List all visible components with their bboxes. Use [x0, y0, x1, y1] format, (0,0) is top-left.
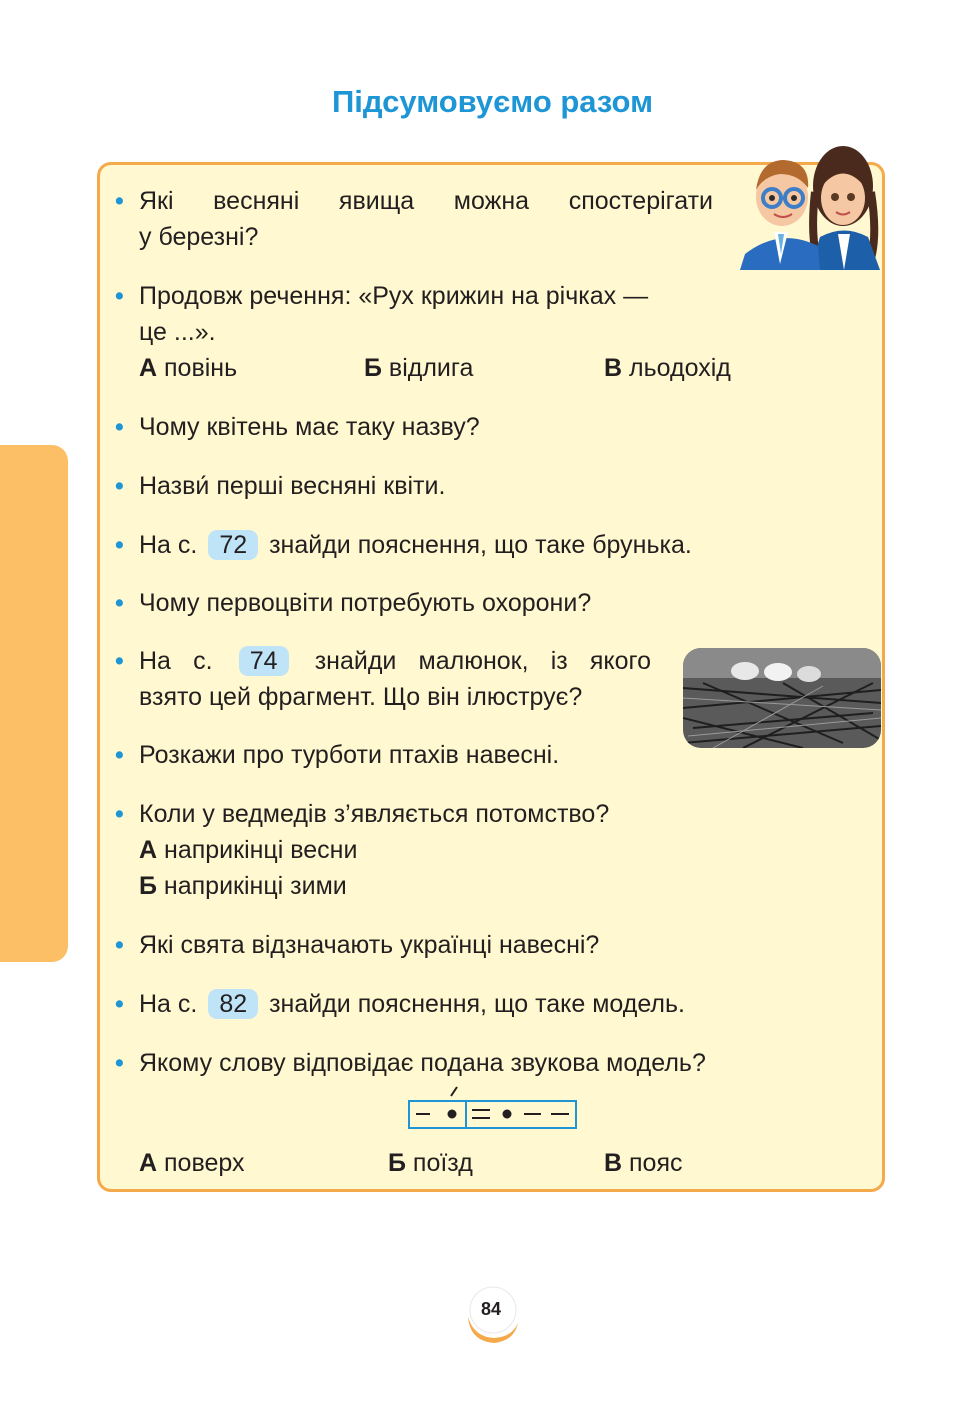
question-line: у березні? [139, 223, 259, 251]
answer-option[interactable] [364, 350, 473, 386]
question-line: Продовж речення: «Рух крижин на річках — [139, 282, 649, 310]
option-text: поїзд [412, 1149, 473, 1177]
question-line: Якому слову відповідає подана звукова модель? [139, 1049, 706, 1077]
question-line: Чому квітень має таку назву? [139, 413, 480, 441]
question-line: Коли у ведмедів з’являється потомство? [139, 800, 610, 828]
answer-option[interactable] [139, 350, 237, 386]
bullet-icon: • [115, 990, 124, 1018]
bullet-icon: • [115, 1049, 124, 1077]
question-line: Які свята відзначають українці навесні? [139, 931, 600, 959]
option-text: наприкінці зими [163, 872, 347, 900]
stork-nest-with-eggs-photo [683, 648, 881, 748]
question-line: взято цей фрагмент. Що він ілюструє? [139, 683, 583, 711]
answer-option[interactable] [388, 1145, 473, 1181]
option-letter: А [139, 836, 158, 864]
answer-option[interactable] [139, 868, 347, 904]
option-text: відлига [388, 354, 474, 382]
question-text: знайди пояснення, що таке брунька. [269, 531, 692, 559]
option-letter: Б [388, 1149, 406, 1177]
bullet-icon: • [115, 931, 124, 959]
question-line: Назви́ перші весняні квіти. [139, 472, 446, 500]
stress-mark-icon [448, 1084, 460, 1098]
option-letter: А [139, 1149, 158, 1177]
option-text: льодохід [629, 354, 731, 382]
answer-option[interactable] [139, 832, 357, 868]
sound-model-diagram [408, 1098, 578, 1130]
question-text: знайди малюнок, із якого [314, 647, 651, 675]
page-reference-badge[interactable]: 82 [208, 989, 258, 1019]
option-letter: В [604, 1149, 623, 1177]
bullet-icon: • [115, 589, 124, 617]
answer-option[interactable] [604, 350, 731, 386]
page-reference-badge[interactable]: 72 [208, 530, 258, 560]
question-text: На с. [139, 647, 213, 675]
question-text: На с. [139, 531, 198, 559]
question-line: це ...». [139, 318, 216, 346]
option-letter: Б [364, 354, 382, 382]
bullet-icon: • [115, 741, 124, 769]
page-number: 84 [480, 1299, 502, 1319]
page-title: Підсумовуємо разом [331, 84, 654, 119]
question-line: Які весняні явища можна спостерігати [139, 187, 713, 215]
bullet-icon: • [115, 472, 124, 500]
question-line: Чому первоцвіти потребують охорони? [139, 589, 592, 617]
question-text: знайди пояснення, що таке модель. [269, 990, 685, 1018]
option-text: повінь [164, 354, 238, 382]
answer-option[interactable] [139, 1145, 244, 1181]
option-text: наприкінці весни [164, 836, 358, 864]
bullet-icon: • [115, 800, 124, 828]
bullet-icon: • [115, 282, 124, 310]
bullet-icon: • [115, 647, 124, 675]
bullet-icon: • [115, 531, 124, 559]
option-text: поверх [164, 1149, 245, 1177]
boy-and-girl-illustration [740, 142, 890, 270]
option-text: пояс [629, 1149, 683, 1177]
page-reference-badge[interactable]: 74 [239, 646, 289, 676]
question-text: На с. [139, 990, 198, 1018]
side-tab [0, 445, 68, 962]
option-letter: А [139, 354, 158, 382]
bullet-icon: • [115, 413, 124, 441]
option-letter: В [604, 354, 623, 382]
option-letter: Б [139, 872, 157, 900]
bullet-icon: • [115, 187, 124, 215]
question-line: Розкажи про турботи птахів навесні. [139, 741, 560, 769]
page-number-badge [462, 1283, 520, 1345]
answer-option[interactable] [604, 1145, 683, 1181]
